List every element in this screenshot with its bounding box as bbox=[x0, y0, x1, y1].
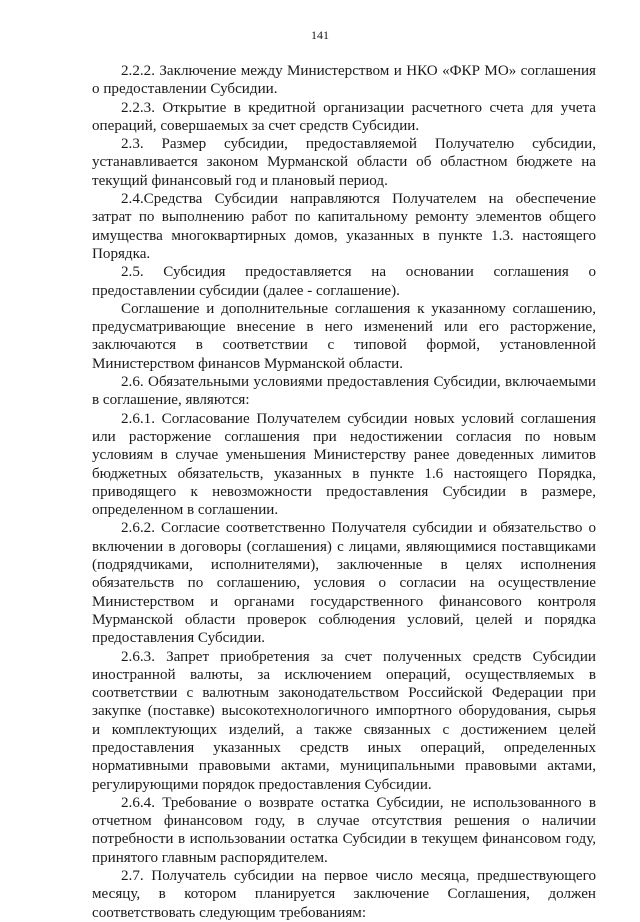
paragraph bbox=[92, 190, 596, 263]
text-line: 2.2.2. Заключение между Министерством и НКО «ФКР МО» соглашения bbox=[121, 63, 596, 79]
text-line: предусматривающие внесение в него изменений или его расторжение, bbox=[92, 319, 596, 336]
text-line: 2.6. Обязательными условиями предоставления Субсидии, включаемыми bbox=[121, 374, 596, 391]
text-line: соответствовать следующим требованиям: bbox=[92, 904, 367, 921]
text-line: и комплектующих изделий, а также связанных с достижением целей bbox=[92, 721, 596, 738]
page-number: 141 bbox=[311, 28, 329, 42]
text-line: Соглашение и дополнительные соглашения к указанному соглашению, bbox=[121, 300, 596, 317]
text-line: 2.6.2. Согласие соответственно Получателя субсидии и обязательство о bbox=[121, 520, 596, 537]
text-line: 2.4.Средства Субсидии направляются Получателем на обеспечение bbox=[121, 191, 596, 208]
text-line: имущества многоквартирных домов, указанных в пункте 1.3. настоящего bbox=[92, 227, 596, 244]
text-line: 2.2.3. Открытие в кредитной организации расчетного счета для учета bbox=[121, 99, 596, 116]
paragraph bbox=[92, 263, 596, 300]
paragraph bbox=[92, 519, 596, 647]
text-line: месяцу, в котором планируется заключение Соглашения, должен bbox=[92, 886, 596, 903]
text-line: 2.6.1. Согласование Получателем субсидии новых условий соглашения bbox=[121, 410, 596, 427]
paragraph bbox=[92, 99, 596, 136]
text-line: соответствии с валютным законодательством Российской Федерации при bbox=[92, 685, 596, 702]
text-line: отчетном финансовом году, в случае отсутствия решения о наличии bbox=[92, 813, 596, 830]
text-line: 2.5. Субсидия предоставляется на основании соглашения о bbox=[121, 264, 596, 281]
text-line: заключаются в соответствии с типовой формой, установленной bbox=[92, 337, 596, 354]
text-line: предоставления указанных средств иных операций, определенных bbox=[92, 739, 596, 756]
document-body bbox=[92, 62, 596, 922]
text-line: принятого главным распорядителем. bbox=[92, 849, 328, 866]
text-line: операций, совершаемых за счет средств Субсидии. bbox=[92, 117, 420, 134]
paragraph bbox=[92, 373, 596, 410]
paragraph bbox=[92, 62, 596, 99]
text-line: в соглашение, являются: bbox=[92, 392, 250, 409]
text-line: о предоставлении Субсидии. bbox=[92, 81, 278, 98]
text-line: регулирующими порядок предоставления Субсидии. bbox=[92, 776, 432, 793]
text-line: Мурманской области проверок соблюдения условий, целей и порядка bbox=[92, 611, 596, 628]
paragraph bbox=[92, 794, 596, 867]
text-line: или расторжение соглашения при недостижении согласия по новым bbox=[92, 428, 596, 445]
text-line: предоставлении субсидии (далее - соглашение). bbox=[92, 282, 400, 299]
text-line: закупке (поставке) высокотехнологичного импортного оборудования, сырья bbox=[92, 703, 596, 720]
text-line: 2.3. Размер субсидии, предоставляемой Получателю субсидии, bbox=[121, 136, 596, 153]
text-line: устанавливается законом Мурманской области об областном бюджете на bbox=[92, 154, 596, 171]
text-line: 2.6.3. Запрет приобретения за счет полученных средств Субсидии bbox=[121, 648, 596, 665]
text-line: бюджетных обязательств, указанных в пункте 1.6 настоящего Порядка, bbox=[92, 465, 596, 482]
text-line: 2.6.4. Требование о возврате остатка Субсидии, не использованного в bbox=[121, 794, 596, 811]
text-line: приводящего к невозможности предоставления Субсидии в размере, bbox=[92, 483, 596, 500]
paragraph bbox=[92, 135, 596, 190]
paragraph bbox=[92, 867, 596, 922]
text-line: включении в договоры (соглашения) с лицами, являющимися поставщиками bbox=[92, 538, 596, 555]
text-line: иностранной валюты, за исключением операций, осуществляемых в bbox=[92, 666, 596, 683]
text-line: Министерством финансов Мурманской области. bbox=[92, 355, 403, 372]
text-line: нормативными правовыми актами, муниципальными правовыми актами, bbox=[92, 758, 596, 775]
text-line: Министерством и органами государственного финансового контроля bbox=[92, 593, 596, 610]
text-line: потребности в использовании остатка Субсидии в текущем финансовом году, bbox=[92, 831, 596, 848]
text-line: текущий финансовый год и плановый период. bbox=[92, 172, 388, 189]
paragraph bbox=[92, 648, 596, 794]
text-line: предоставления Субсидии. bbox=[92, 630, 266, 647]
text-line: определенном в соглашении. bbox=[92, 502, 279, 519]
text-line: Порядка. bbox=[92, 245, 151, 262]
paragraph bbox=[92, 300, 596, 373]
paragraph bbox=[92, 410, 596, 520]
text-line: (подрядчиками, исполнителями), заключенные в целях исполнения bbox=[92, 557, 596, 574]
text-line: обязательств по соглашению, условия о согласии на осуществление bbox=[92, 575, 596, 592]
text-line: условиям в случае уменьшения Министерству ранее доведенных лимитов bbox=[92, 447, 596, 464]
text-line: 2.7. Получатель субсидии на первое число месяца, предшествующего bbox=[121, 868, 596, 885]
text-line: затрат по выполнению работ по капитальному ремонту элементов общего bbox=[92, 209, 596, 226]
